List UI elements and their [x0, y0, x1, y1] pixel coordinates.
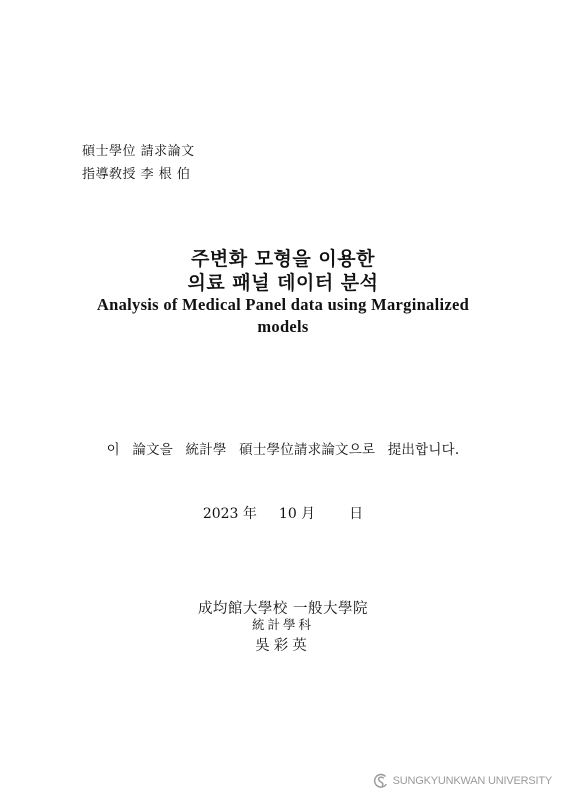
department-name: 統計學科: [251, 617, 314, 632]
date-day: 日: [349, 506, 364, 522]
skku-logo-icon: [372, 772, 390, 790]
english-title-line-2: models: [257, 317, 309, 336]
university-logo: [372, 772, 552, 790]
degree-label: 碩士學位 請求論文: [82, 144, 195, 159]
submission-statement: 이 論文을 統計學 碩士學位請求論文으로 提出합니다.: [106, 442, 460, 458]
date-year: 2023 年: [202, 506, 257, 522]
korean-title-line-2: 의료 패널 데이터 분석: [187, 272, 379, 294]
korean-title-line-1: 주변화 모형을 이용한: [191, 248, 375, 270]
english-title-line-1: Analysis of Medical Panel data using Marginalized: [96, 295, 470, 314]
date-month: 10 月: [278, 506, 316, 522]
school-name: 成均館大學校 一般大學院: [197, 601, 369, 617]
submission-date: [0, 503, 566, 523]
author-name: 吳彩英: [255, 638, 311, 654]
university-logo-text: SUNGKYUNKWAN UNIVERSITY: [392, 775, 552, 787]
advisor-label: 指導敎授 李 根 伯: [82, 167, 191, 182]
